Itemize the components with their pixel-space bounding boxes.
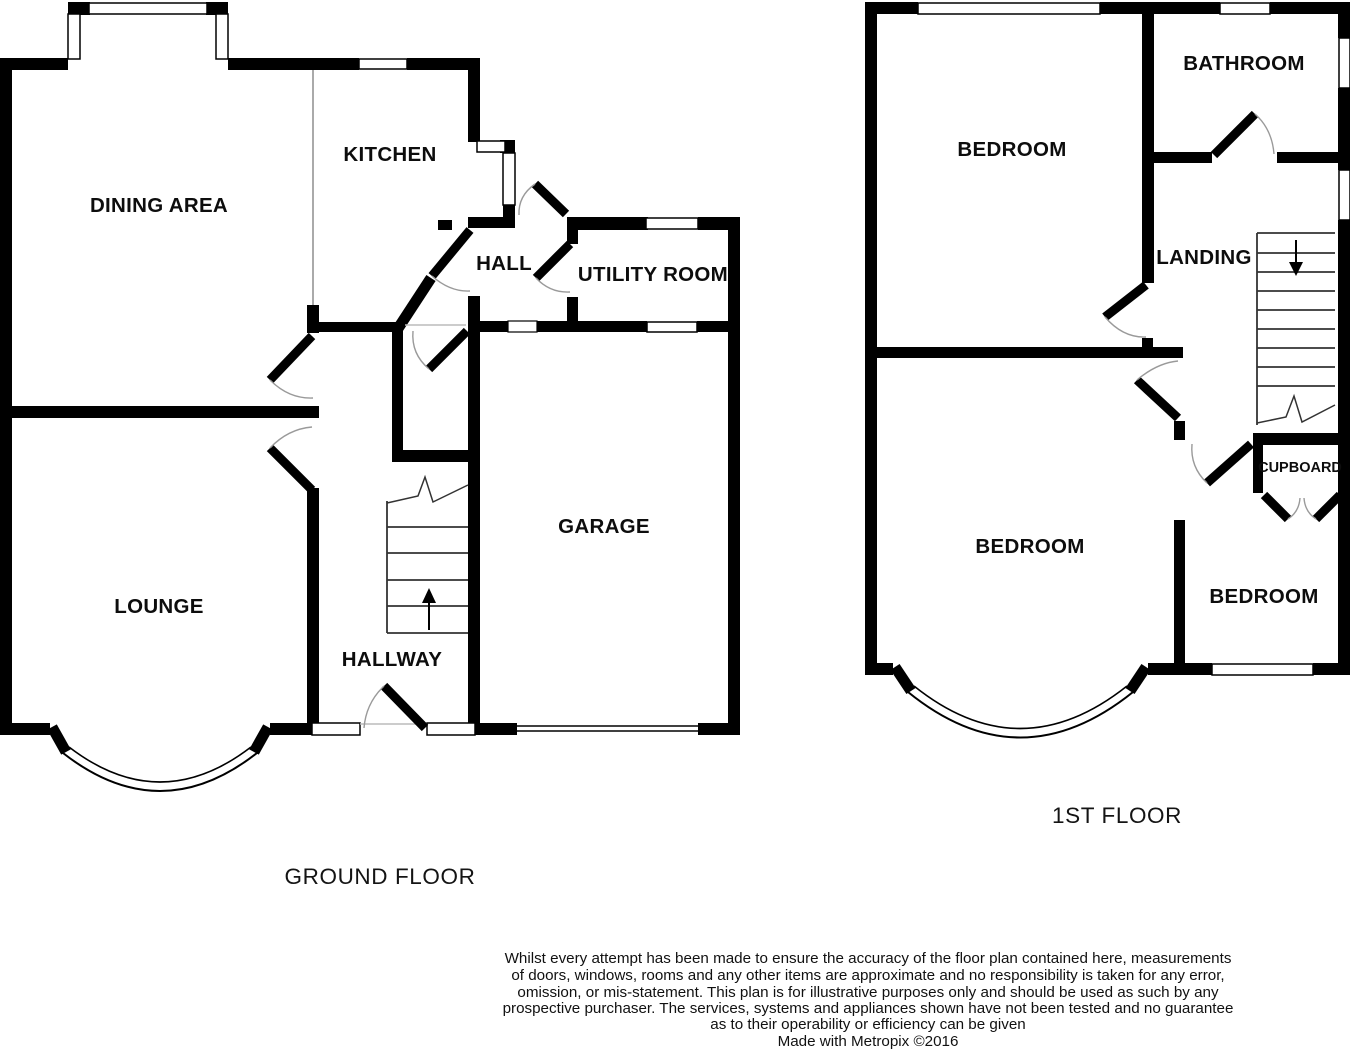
lounge-door-leaf xyxy=(270,448,312,490)
wall xyxy=(865,2,918,14)
hall-door-leaf xyxy=(432,230,470,276)
door-swing-arc xyxy=(413,331,429,369)
disclaimer-text xyxy=(503,950,1234,1050)
disclaimer-line: Whilst every attempt has been made to ensure the accuracy of the floor plan contained here, measurements xyxy=(504,950,1232,967)
door-swing-arc xyxy=(270,380,313,398)
disclaimer-line: prospective purchaser. The services, systems and appliances shown have not been tested and no guarantee xyxy=(502,1000,1234,1017)
closet-door-leaf xyxy=(429,331,467,369)
bay-cap xyxy=(1130,667,1146,691)
room-label-garage: GARAGE xyxy=(558,515,650,538)
door-swing-arc xyxy=(432,276,470,291)
wall xyxy=(0,58,12,735)
window xyxy=(477,141,505,152)
room-label-hallway: HALLWAY xyxy=(341,648,443,671)
wall xyxy=(475,723,517,735)
window xyxy=(312,723,360,735)
window xyxy=(359,59,407,69)
wall xyxy=(1277,152,1338,163)
bay-cap xyxy=(52,727,66,752)
bay-window-glass xyxy=(63,753,257,791)
room-label-cupboard: CUPBOARD xyxy=(1258,460,1342,476)
window xyxy=(647,322,697,332)
room-label-kitchen: KITCHEN xyxy=(343,143,437,166)
window xyxy=(646,218,698,229)
lounge-bay-window xyxy=(52,727,268,791)
front-door-leaf xyxy=(384,686,425,728)
door-swing-arc xyxy=(536,278,570,292)
door-swing-arc xyxy=(270,427,312,448)
door-swing-arc xyxy=(1255,114,1274,154)
wall xyxy=(1253,433,1342,445)
window xyxy=(1212,664,1313,675)
wall xyxy=(1174,421,1185,440)
wall xyxy=(407,58,470,70)
bay-cap xyxy=(254,727,268,752)
doorway-opening xyxy=(508,321,537,332)
stairs-up-arrow-icon xyxy=(422,588,436,603)
wall xyxy=(1313,663,1350,675)
first-floor-walls xyxy=(865,2,1350,675)
room-label-hall: HALL xyxy=(476,252,532,275)
wall xyxy=(568,217,648,230)
window xyxy=(427,723,475,735)
wall xyxy=(1338,2,1350,38)
bedroom-door-leaf xyxy=(1207,444,1251,483)
ground-floor-staircase xyxy=(387,477,468,633)
wall xyxy=(270,723,312,735)
wall xyxy=(468,296,480,723)
wall xyxy=(307,305,319,333)
bay-window-glass xyxy=(914,686,1127,729)
stair-break-line xyxy=(1257,396,1335,423)
wall xyxy=(397,278,431,330)
wall xyxy=(468,58,480,142)
door-swing-arc xyxy=(519,184,535,215)
wall xyxy=(206,2,228,15)
window xyxy=(89,3,207,14)
cupboard-door-leaf xyxy=(1264,495,1288,519)
window xyxy=(1220,3,1270,14)
room-label-utility-room: UTILITY ROOM xyxy=(577,263,729,286)
side-door-leaf xyxy=(535,184,566,214)
wall xyxy=(1100,2,1220,14)
dining-door-leaf xyxy=(270,336,312,380)
room-label-bathroom: BATHROOM xyxy=(1183,52,1305,75)
wall xyxy=(307,488,319,723)
utility-door-leaf xyxy=(536,244,570,278)
wall xyxy=(12,58,68,70)
room-label-bedroom-top: BEDROOM xyxy=(957,138,1067,161)
wall xyxy=(877,347,1183,358)
wall xyxy=(1338,88,1350,170)
cupboard-door-leaf xyxy=(1316,495,1340,519)
first-floor-staircase xyxy=(1257,233,1335,425)
wall xyxy=(697,321,740,332)
wall xyxy=(0,406,319,418)
wall xyxy=(865,2,877,675)
door-swing-arc xyxy=(364,686,384,728)
first-floor-plan xyxy=(865,2,1350,828)
first-floor-title: 1ST FLOOR xyxy=(1051,803,1183,828)
room-label-bedroom-right: BEDROOM xyxy=(1209,585,1319,608)
wall xyxy=(1174,520,1185,675)
disclaimer-line: as to their operability or efficiency can be given xyxy=(710,1016,1026,1033)
wall xyxy=(728,217,740,735)
ground-floor-labels xyxy=(90,143,728,889)
bedroom-bay-window xyxy=(895,667,1146,738)
wall xyxy=(1154,152,1212,163)
wall xyxy=(392,450,473,462)
wall xyxy=(307,322,403,332)
wall xyxy=(438,220,452,230)
window xyxy=(68,14,80,59)
ground-floor-plan xyxy=(0,2,740,889)
wall xyxy=(1142,338,1153,347)
bathroom-door-leaf xyxy=(1214,114,1255,155)
disclaimer-line: of doors, windows, rooms and any other items are approximate and no responsibility is taken for any error, xyxy=(511,967,1225,984)
window xyxy=(918,3,1100,14)
door-swing-arc xyxy=(1105,317,1146,337)
room-label-bedroom-left: BEDROOM xyxy=(975,535,1085,558)
room-label-lounge: LOUNGE xyxy=(114,595,204,618)
bedroom-door-leaf xyxy=(1105,285,1146,317)
wall xyxy=(68,2,90,15)
bay-window-glass xyxy=(69,747,251,782)
wall xyxy=(1338,220,1350,675)
stair-break-line xyxy=(387,477,468,503)
window xyxy=(1339,170,1350,220)
wall xyxy=(12,723,50,735)
window xyxy=(216,14,228,59)
disclaimer-line: omission, or mis-statement. This plan is for illustrative purposes only and should be used as such by any xyxy=(517,984,1219,1001)
stairs-down-arrow-icon xyxy=(1289,262,1303,276)
first-floor-doors xyxy=(1105,114,1340,519)
door-swing-arc xyxy=(1192,444,1207,483)
window xyxy=(503,153,515,205)
wall xyxy=(698,723,740,735)
garage-door xyxy=(517,723,698,735)
bay-cap xyxy=(895,667,911,691)
wall xyxy=(537,321,647,332)
wall xyxy=(1142,14,1154,283)
bedroom-door-leaf xyxy=(1137,380,1178,418)
ground-floor-walls xyxy=(0,2,740,735)
disclaimer-credit: Made with Metropix ©2016 xyxy=(777,1033,959,1050)
wall xyxy=(228,58,359,70)
bay-window-glass xyxy=(908,692,1133,738)
wall xyxy=(468,217,515,228)
ground-floor-title: GROUND FLOOR xyxy=(284,864,476,889)
room-label-dining-area: DINING AREA xyxy=(89,194,229,217)
room-label-landing: LANDING xyxy=(1156,246,1252,269)
door-swing-arc xyxy=(1137,361,1178,380)
window xyxy=(1339,38,1350,88)
wall xyxy=(865,663,893,675)
wall xyxy=(392,332,403,461)
